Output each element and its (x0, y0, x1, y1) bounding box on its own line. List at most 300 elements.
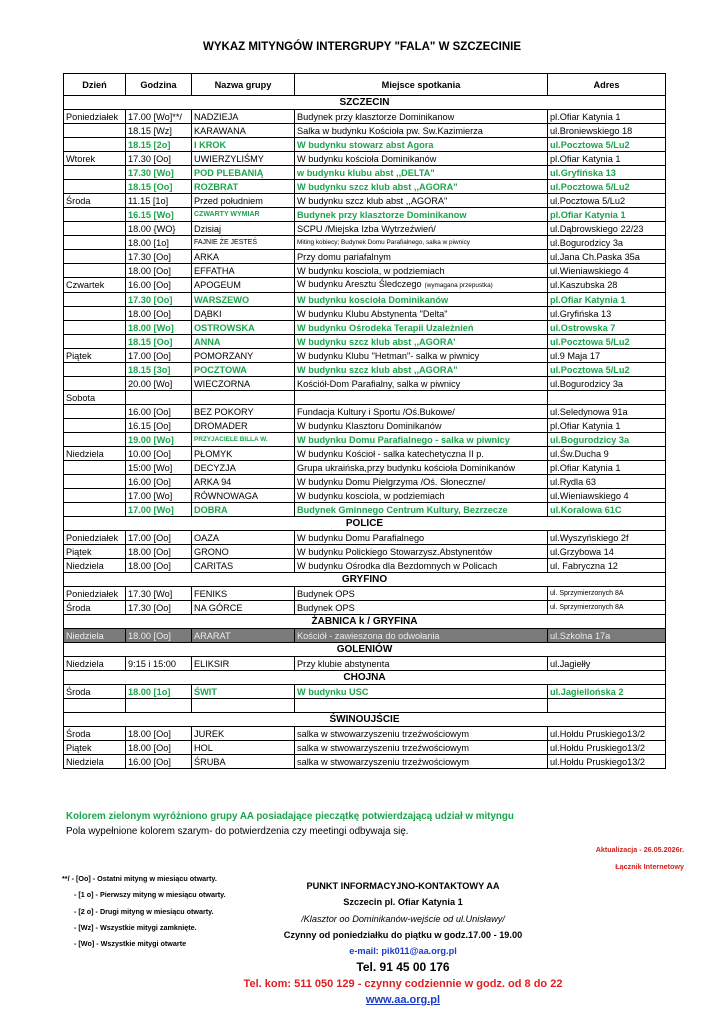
group-name-cell (192, 278, 295, 293)
info-point-hours: Czynny od poniedziałku do piątku w godz.17.00 - 19.00 (283, 929, 523, 940)
meeting-row (64, 503, 666, 517)
place-cell (295, 755, 548, 769)
address-text: pl.Ofiar Katynia 1 (550, 153, 621, 164)
place-cell (295, 166, 548, 180)
group-name-text: Przed południem (194, 195, 263, 206)
address-text: ul.Wieniawskiego 4 (550, 265, 629, 276)
address-cell (548, 503, 666, 517)
address-cell (548, 236, 666, 250)
time-cell (126, 349, 192, 363)
page-title: WYKAZ MITYNGÓW INTERGRUPY "FALA" W SZCZECINIE (203, 41, 521, 53)
day-cell (64, 335, 126, 349)
time-cell (126, 741, 192, 755)
time-text: 18.00 [Oo] (128, 560, 171, 571)
place-text: W budynku kościoła Dominikanów (297, 153, 437, 164)
address-cell (548, 447, 666, 461)
day-cell (64, 657, 126, 671)
place-cell (295, 321, 548, 335)
place-cell (295, 208, 548, 222)
address-cell (548, 531, 666, 545)
group-name-cell (192, 110, 295, 124)
group-name-cell (192, 755, 295, 769)
group-name-cell (192, 222, 295, 236)
place-text: W budynku szcz klub abst ,,AGORA" (297, 195, 448, 206)
empty-cell (295, 699, 548, 713)
time-cell (126, 629, 192, 643)
group-name-text: Dzisiaj (194, 223, 222, 234)
time-text: 16.15 [Oo] (128, 420, 171, 431)
group-name-text: WIECZORNA (194, 378, 251, 389)
meeting-row (64, 685, 666, 699)
key-item: - [1 o] - Pierwszy mityng w miesiącu otwarty. (74, 890, 226, 900)
day-cell (64, 489, 126, 503)
header-time: Godzina (126, 74, 192, 96)
address-cell (548, 166, 666, 180)
day-text: Wtorek (66, 153, 96, 164)
place-cell (295, 545, 548, 559)
group-name-cell (192, 419, 295, 433)
time-text: 11.15 [1o] (128, 195, 169, 206)
empty-cell (64, 699, 126, 713)
day-cell (64, 166, 126, 180)
group-name-cell (192, 138, 295, 152)
meeting-row (64, 208, 666, 222)
time-cell (126, 433, 192, 447)
place-cell (295, 419, 548, 433)
time-text: 17.00 [Wo]**/ (128, 111, 182, 122)
meeting-row (64, 278, 666, 293)
group-name-text: JUREK (194, 728, 225, 739)
header-place: Miejsce spotkania (295, 74, 548, 96)
day-cell (64, 461, 126, 475)
group-name-cell (192, 250, 295, 264)
address-cell (548, 601, 666, 615)
place-text: Miting kobiecy; Budynek Domu Parafialnego, salka w piwnicy (297, 238, 470, 246)
group-name-cell (192, 321, 295, 335)
day-cell (64, 559, 126, 573)
address-cell (548, 587, 666, 601)
group-name-cell (192, 180, 295, 194)
day-cell (64, 208, 126, 222)
group-name-text: GRONO (194, 546, 229, 557)
address-text: ul.Hołdu Pruskiego13/2 (550, 742, 645, 753)
place-cell (295, 349, 548, 363)
day-cell (64, 321, 126, 335)
place-cell (295, 727, 548, 741)
day-cell (64, 391, 126, 405)
group-name-cell (192, 391, 295, 405)
group-name-text: ELIKSIR (194, 658, 230, 669)
group-name-text: ARARAT (194, 630, 231, 641)
day-cell (64, 293, 126, 307)
address-text: ul.9 Maja 17 (550, 350, 601, 361)
address-text: ul.Seledynowa 91a (550, 406, 628, 417)
group-name-text: DOBRA (194, 504, 228, 515)
time-cell (126, 461, 192, 475)
place-text: salka w stwowarzyszeniu trzeźwościowym (297, 728, 470, 739)
time-cell (126, 363, 192, 377)
meeting-row (64, 138, 666, 152)
meeting-row (64, 236, 666, 250)
group-name-text: KARAWANA (194, 125, 246, 136)
empty-cell (548, 699, 666, 713)
group-name-text: HOL (194, 742, 213, 753)
place-text: W budynku Ośrodka dla Bezdomnych w Policach (297, 560, 498, 571)
time-cell (126, 475, 192, 489)
key-item: - [Wz] - Wszystkie mitygi zamknięte. (74, 922, 197, 932)
time-cell (126, 503, 192, 517)
group-name-cell (192, 475, 295, 489)
day-cell (64, 180, 126, 194)
meeting-row (64, 222, 666, 236)
meeting-row (64, 587, 666, 601)
day-text: Niedziela (66, 448, 104, 459)
meeting-row (64, 545, 666, 559)
meeting-row (64, 264, 666, 278)
group-name-text: FAJNIE ŻE JESTEŚ (194, 238, 258, 246)
website-link[interactable]: www.aa.org.pl (365, 994, 441, 1007)
group-name-cell (192, 727, 295, 741)
place-text: W budynku Domu Parafialnego - salka w piwnicy (297, 434, 510, 445)
place-cell (295, 657, 548, 671)
day-text: Niedziela (66, 658, 104, 669)
address-text: ul.Św.Ducha 9 (550, 448, 609, 459)
group-name-text: APOGEUM (194, 280, 241, 290)
address-cell (548, 264, 666, 278)
place-text: w budynku klubu abst ,,DELTA" (297, 167, 435, 178)
day-cell (64, 755, 126, 769)
place-text: Budynek przy klasztorze Dominikanow (297, 111, 455, 122)
address-text: pl.Ofiar Katynia 1 (550, 420, 621, 431)
time-text: 16.15 [Wo] (128, 209, 174, 220)
address-text: ul.Rydla 63 (550, 476, 596, 487)
place-text: W budynku szcz klub abst ,,AGORA" (297, 364, 458, 375)
address-cell (548, 755, 666, 769)
address-text: ul.Kaszubska 28 (550, 280, 618, 290)
internet-link: Łącznik Internetowy (615, 862, 684, 871)
group-name-cell (192, 377, 295, 391)
time-text: 18.00 {WO} (128, 223, 176, 234)
group-name-text: RÓWNOWAGA (194, 490, 258, 501)
day-cell (64, 152, 126, 166)
place-cell (295, 531, 548, 545)
place-cell (295, 110, 548, 124)
time-cell (126, 657, 192, 671)
group-name-text: CARITAS (194, 560, 234, 571)
group-name-cell (192, 335, 295, 349)
meeting-row (64, 433, 666, 447)
group-name-text: WARSZEWO (194, 294, 250, 305)
group-name-text: NA GÓRCE (194, 602, 243, 613)
time-cell (126, 587, 192, 601)
day-cell (64, 741, 126, 755)
place-text: Fundacja Kultury i Sportu /Oś.Bukowe/ (297, 406, 455, 417)
section-row (64, 573, 666, 587)
section-row (64, 96, 666, 110)
address-cell (548, 489, 666, 503)
meeting-row (64, 489, 666, 503)
day-text: Poniedziałek (66, 588, 119, 599)
group-name-text: EFFATHA (194, 265, 235, 276)
section-row (64, 713, 666, 727)
blank-row (64, 699, 666, 713)
day-cell (64, 124, 126, 138)
time-text: 17.00 [Oo] (128, 532, 171, 543)
address-text: ul. Fabryczna 12 (550, 560, 618, 571)
day-text: Niedziela (66, 560, 104, 571)
time-text: 17.00 [Wo] (128, 490, 173, 501)
group-name-text: POMORZANY (194, 350, 254, 361)
address-text: ul.Bogurodzicy 3a (550, 378, 624, 389)
legend-green: Kolorem zielonym wyróżniono grupy AA posiadające pieczątkę potwierdzającą udział w mityngu (66, 811, 514, 822)
address-cell (548, 152, 666, 166)
day-cell (64, 138, 126, 152)
group-name-cell (192, 489, 295, 503)
address-text: ul.Jana Ch.Paska 35a (550, 251, 640, 262)
place-cell (295, 307, 548, 321)
time-cell (126, 222, 192, 236)
group-name-cell (192, 629, 295, 643)
meeting-row (64, 657, 666, 671)
address-cell (548, 377, 666, 391)
meeting-row (64, 349, 666, 363)
address-text: ul.Koralowa 61C (550, 504, 622, 515)
place-cell (295, 250, 548, 264)
meeting-row (64, 741, 666, 755)
header-group-name: Nazwa grupy (192, 74, 295, 96)
time-text: 10.00 [Oo] (128, 448, 171, 459)
time-text: 18.15 [Wz] (128, 125, 172, 136)
time-text: 18.15 [Oo] (128, 181, 173, 192)
meeting-row (64, 531, 666, 545)
group-name-cell (192, 293, 295, 307)
meeting-row (64, 377, 666, 391)
place-text: W budynku Klubu "Hetman"- salka w piwnicy (297, 350, 480, 361)
group-name-text: OSTROWSKA (194, 322, 255, 333)
day-text: Niedziela (66, 756, 104, 767)
time-text: 18.00 [Oo] (128, 742, 171, 753)
day-text: Środa (66, 728, 91, 739)
day-cell (64, 222, 126, 236)
group-name-cell (192, 559, 295, 573)
update-date: Aktualizacja - 26.05.2026r. (595, 845, 684, 854)
info-point-email[interactable]: e-mail: pik011@aa.org.pl (349, 946, 457, 957)
time-text: 16.00 [Oo] (128, 406, 171, 417)
group-name-cell (192, 741, 295, 755)
address-cell (548, 433, 666, 447)
place-note: (wymagana przepustka) (424, 282, 493, 289)
place-cell (295, 601, 548, 615)
table-body (64, 96, 666, 769)
address-text: ul.Pocztowa 5/Lu2 (550, 139, 630, 150)
place-text: Budynek OPS (297, 588, 355, 599)
legend-gray: Pola wypełnione kolorem szarym- do potwierdzenia czy meetingi odbywaja się. (66, 826, 409, 837)
group-name-text: DECYZJA (194, 462, 236, 473)
group-name-text: ŚRUBA (194, 756, 226, 767)
address-cell (548, 110, 666, 124)
address-cell (548, 363, 666, 377)
address-text: ul. Sprzymierzonych 8A (550, 603, 624, 611)
place-cell (295, 685, 548, 699)
address-text: ul.Bogurodzicy 3a (550, 237, 624, 248)
group-name-text: FENIKS (194, 588, 228, 599)
group-name-text: UWIERZYLIŚMY (194, 153, 264, 164)
place-cell (295, 629, 548, 643)
group-name-text: ARKA 94 (194, 476, 232, 487)
meeting-row (64, 447, 666, 461)
time-cell (126, 391, 192, 405)
time-text: 18.00 [1o] (128, 237, 169, 248)
address-text: pl.Ofiar Katynia 1 (550, 209, 626, 220)
address-cell (548, 180, 666, 194)
day-cell (64, 629, 126, 643)
place-cell (295, 363, 548, 377)
day-text: Piątek (66, 350, 92, 361)
time-text: 17.30 [Oo] (128, 251, 171, 262)
time-text: 17.00 [Oo] (128, 350, 171, 361)
group-name-text: POD PLEBANIĄ (194, 167, 264, 178)
time-text: 18.15 [Oo] (128, 336, 173, 347)
section-title: GRYFINO (64, 573, 666, 587)
group-name-text: BEZ POKORY (194, 406, 254, 417)
info-point-address: Szczecin pl. Ofiar Katynia 1 (343, 897, 463, 908)
address-cell (548, 741, 666, 755)
meeting-row (64, 293, 666, 307)
day-cell (64, 531, 126, 545)
place-cell (295, 124, 548, 138)
place-text: Grupa ukraińska,przy budynku kościoła Dominikanów (297, 462, 516, 473)
place-cell (295, 391, 548, 405)
place-text: W budynku kosciola, w podziemiach (297, 265, 445, 276)
address-text: ul.Pocztowa 5/Lu2 (550, 181, 630, 192)
place-text: Przy domu pariafalnym (297, 251, 391, 262)
place-text: Budynek OPS (297, 602, 355, 613)
place-cell (295, 741, 548, 755)
key-item: - [2 o] - Drugi mityng w miesiącu otwarty. (74, 906, 214, 916)
day-cell (64, 727, 126, 741)
meeting-row (64, 405, 666, 419)
time-cell (126, 559, 192, 573)
group-name-cell (192, 166, 295, 180)
day-text: Środa (66, 686, 91, 697)
place-text: salka w stwowarzyszeniu trzeźwościowym (297, 742, 470, 753)
time-cell (126, 531, 192, 545)
time-cell (126, 180, 192, 194)
address-cell (548, 391, 666, 405)
group-name-text: ŚWIT (194, 686, 217, 697)
place-text: W budynku Aresztu Śledczego (297, 279, 422, 289)
address-text: ul.Hołdu Pruskiego13/2 (550, 728, 645, 739)
meeting-row (64, 601, 666, 615)
time-text: 18.00 [Oo] (128, 728, 171, 739)
day-cell (64, 587, 126, 601)
section-row (64, 615, 666, 629)
address-text: pl.Ofiar Katynia 1 (550, 294, 626, 305)
meetings-table (63, 73, 666, 769)
time-text: 16.00 [Oo] (128, 756, 171, 767)
address-cell (548, 419, 666, 433)
time-cell (126, 236, 192, 250)
address-text: ul.Dąbrowskiego 22/23 (550, 223, 644, 234)
place-cell (295, 194, 548, 208)
table-header (64, 74, 666, 96)
time-cell (126, 278, 192, 293)
place-text: W budynku Kościoł - salka katechetyczna II p. (297, 448, 484, 459)
day-cell (64, 545, 126, 559)
address-cell (548, 208, 666, 222)
time-text: 16.00 [Oo] (128, 280, 171, 290)
time-cell (126, 124, 192, 138)
group-name-cell (192, 124, 295, 138)
time-cell (126, 208, 192, 222)
address-text: ul.Pocztowa 5/Lu2 (550, 336, 630, 347)
header-address: Adres (548, 74, 666, 96)
group-name-cell (192, 307, 295, 321)
address-cell (548, 461, 666, 475)
place-cell (295, 433, 548, 447)
place-text: Kościół - zawieszona do odwołania (297, 630, 440, 641)
info-point (230, 878, 576, 1008)
time-text: 18.00 [Oo] (128, 308, 171, 319)
meeting-row (64, 559, 666, 573)
day-text: Środa (66, 195, 91, 206)
address-cell (548, 475, 666, 489)
day-cell (64, 250, 126, 264)
address-text: ul.Gryfińska 13 (550, 167, 616, 178)
time-text: 15:00 [Wo] (128, 462, 173, 473)
meeting-row (64, 110, 666, 124)
section-title: ŻABNICA k / GRYFINA (64, 615, 666, 629)
day-text: Piątek (66, 742, 92, 753)
place-cell (295, 278, 548, 293)
meeting-row (64, 152, 666, 166)
time-text: 18.00 [Oo] (128, 546, 171, 557)
group-name-cell (192, 587, 295, 601)
time-cell (126, 685, 192, 699)
time-cell (126, 307, 192, 321)
place-text: salka w stwowarzyszeniu trzeźwościowym (297, 756, 470, 767)
place-cell (295, 236, 548, 250)
info-point-phone: Tel. 91 45 00 176 (356, 960, 450, 975)
place-text: Kościół-Dom Parafialny, salka w piwnicy (297, 378, 461, 389)
address-text: ul.Jagiełły (550, 658, 591, 669)
place-text: W budynku stowarz abst Agora (297, 139, 434, 150)
place-text: W budynku kosciola, w podziemiach (297, 490, 445, 501)
place-text: W budynku szcz klub abst ,,AGORA' (297, 336, 456, 347)
meeting-row (64, 124, 666, 138)
time-text: 17.00 [Wo] (128, 504, 174, 515)
meeting-row (64, 321, 666, 335)
time-cell (126, 755, 192, 769)
time-cell (126, 250, 192, 264)
place-text: W budynku Klubu Abstynenta "Delta" (297, 308, 448, 319)
address-text: ul.Broniewskiego 18 (550, 125, 633, 136)
section-row (64, 517, 666, 531)
day-cell (64, 264, 126, 278)
place-text: W budynku Klasztoru Dominikanów (297, 420, 442, 431)
meeting-row (64, 180, 666, 194)
place-text: W budynku USC (297, 686, 369, 697)
address-text: ul.Wieniawskiego 4 (550, 490, 629, 501)
day-cell (64, 236, 126, 250)
address-text: ul.Bogurodzicy 3a (550, 434, 630, 445)
place-cell (295, 180, 548, 194)
time-text: 18.00 [Oo] (128, 630, 171, 641)
time-text: 18.15 [2o] (128, 139, 171, 150)
time-cell (126, 377, 192, 391)
group-name-text: PRZYJACIELE BILLA W. (194, 435, 268, 443)
address-cell (548, 321, 666, 335)
